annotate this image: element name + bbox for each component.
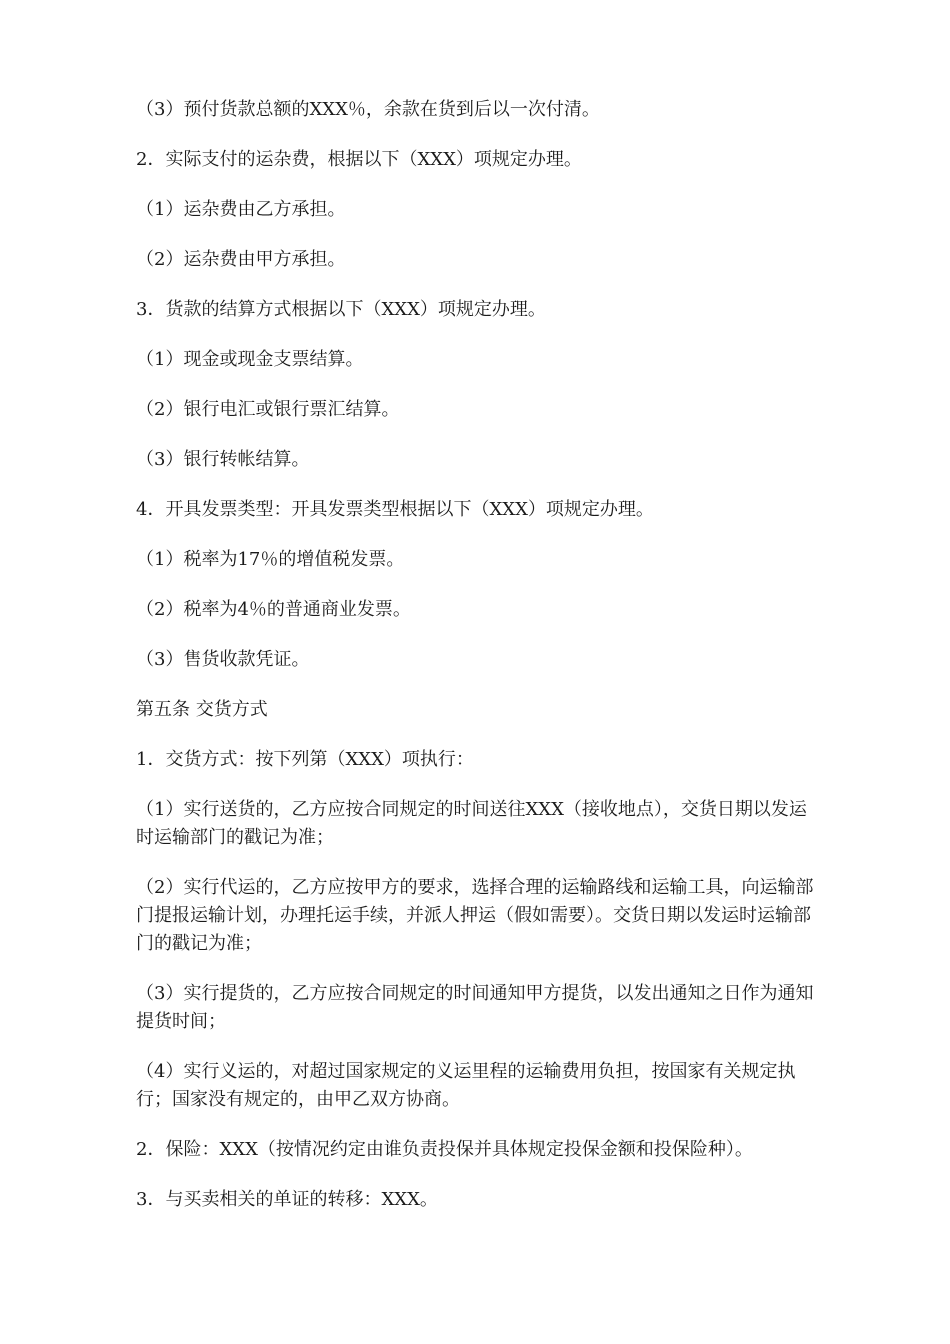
document-body — [136, 96, 816, 1236]
paragraph-delivery-option-2: （2）实行代运的，乙方应按甲方的要求，选择合理的运输路线和运输工具，向运输部门提报运输计划，办理托运手续，并派人押运（假如需要）。交货日期以发运时运输部门的戳记为准； — [136, 877, 814, 954]
paragraph-freight-heading: 2．实际支付的运杂费，根据以下（XXX）项规定办理。 — [136, 149, 582, 170]
paragraph-delivery-option-3: （3）实行提货的，乙方应按合同规定的时间通知甲方提货，以发出通知之日作为通知提货时间； — [136, 983, 814, 1032]
paragraph-freight-option-2: （2）运杂费由甲方承担。 — [136, 249, 346, 270]
paragraph-settlement-heading: 3．货款的结算方式根据以下（XXX）项规定办理。 — [136, 299, 546, 320]
paragraph-prepayment-balance: （3）预付货款总额的XXX％，余款在货到后以一次付清。 — [136, 99, 600, 120]
paragraph-delivery-method-heading: 1．交货方式：按下列第（XXX）项执行： — [136, 749, 474, 770]
paragraph-settlement-option-2: （2）银行电汇或银行票汇结算。 — [136, 399, 400, 420]
paragraph-invoice-option-2: （2）税率为4％的普通商业发票。 — [136, 599, 411, 620]
paragraph-settlement-option-1: （1）现金或现金支票结算。 — [136, 349, 364, 370]
paragraph-document-transfer: 3．与买卖相关的单证的转移：XXX。 — [136, 1189, 438, 1210]
paragraph-invoice-option-3: （3）售货收款凭证。 — [136, 649, 310, 670]
paragraph-insurance: 2．保险：XXX（按情况约定由谁负责投保并具体规定投保金额和投保险种）。 — [136, 1139, 753, 1160]
paragraph-freight-option-1: （1）运杂费由乙方承担。 — [136, 199, 346, 220]
paragraph-delivery-option-4: （4）实行义运的，对超过国家规定的义运里程的运输费用负担，按国家有关规定执行；国家没有规定的，由甲乙双方协商。 — [136, 1061, 796, 1110]
paragraph-settlement-option-3: （3）银行转帐结算。 — [136, 449, 310, 470]
paragraph-delivery-option-1: （1）实行送货的，乙方应按合同规定的时间送往XXX（接收地点），交货日期以发运时运输部门的戳记为准； — [136, 799, 807, 848]
paragraph-invoice-heading: 4．开具发票类型：开具发票类型根据以下（XXX）项规定办理。 — [136, 499, 654, 520]
paragraph-invoice-option-1: （1）税率为17％的增值税发票。 — [136, 549, 405, 570]
article-five-title: 第五条 交货方式 — [136, 699, 268, 720]
